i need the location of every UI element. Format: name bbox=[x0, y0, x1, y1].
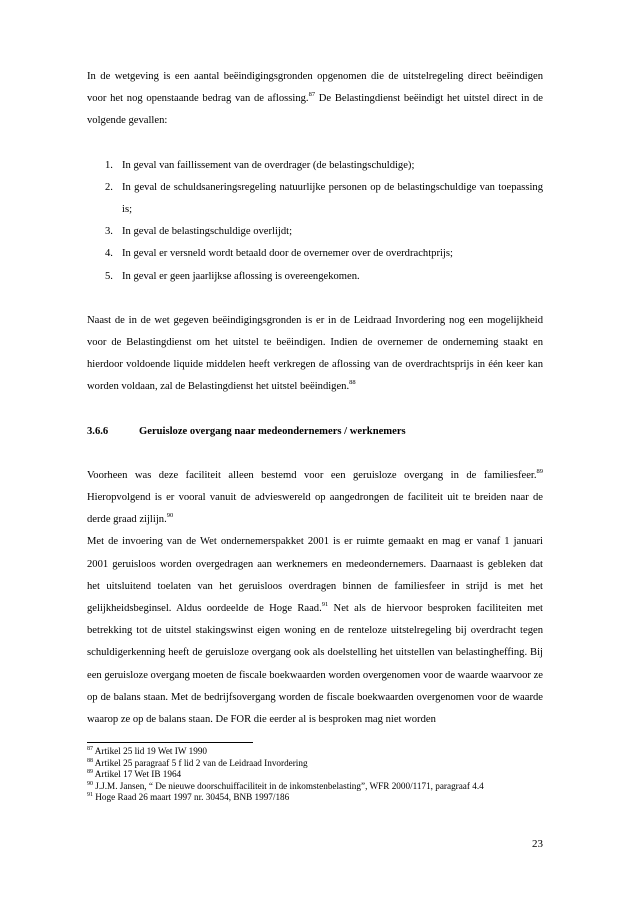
list-text: In geval er geen jaarlijkse aflossing is overeengekomen. bbox=[122, 270, 360, 282]
page-number: 23 bbox=[532, 838, 543, 850]
list-number: 4. bbox=[105, 248, 113, 260]
section-heading bbox=[87, 421, 543, 443]
ondernemerspakket-text-a: Met de invoering van de Wet ondernemerspakket 2001 is er ruimte gemaakt en mag er vanaf 1 januari 2001 geruisloos worden overgedragen aan werknemers en medeondernemers. Daarnaast is gebleken dat het uitsluitend toelaten van het geruisloos overdragen binnen de familiesfeer in strijd is met het gelijkheidsbeginsel. Aldus oordeelde de Hoge Raad. bbox=[87, 536, 543, 615]
leidraad-paragraph bbox=[87, 310, 543, 399]
section-title: Geruisloze overgang naar medeondernemers / werknemers bbox=[139, 425, 406, 437]
list-text: In geval er versneld wordt betaald door de overnemer over de overdrachtprijs; bbox=[122, 248, 453, 260]
list-item bbox=[87, 177, 543, 221]
list-text: In geval van faillissement van de overdrager (de belastingschuldige); bbox=[122, 159, 415, 171]
list-number: 5. bbox=[105, 270, 113, 282]
footnote-number: 90 bbox=[87, 780, 93, 787]
footnote-text: Artikel 25 paragraaf 5 f lid 2 van de Leidraad Invordering bbox=[93, 757, 308, 768]
footnote-number: 87 bbox=[87, 746, 93, 752]
section-number: 3.6.6 bbox=[87, 425, 109, 437]
ondernemerspakket-paragraph bbox=[87, 531, 543, 731]
list-number: 1. bbox=[105, 159, 113, 171]
list-text: In geval de belastingschuldige overlijdt; bbox=[122, 226, 293, 238]
footnote bbox=[87, 758, 543, 770]
ondernemerspakket-text-b: Net als de hiervoor besproken faciliteiten met betrekking tot de uitstel stakingswinst eigen woning en de renteloze uitstelregeling bij overdracht tegen schuldigerkenning heeft de geruisloze overgang ook als doelstelling het uitstellen van belastingheffing. Bij een geruisloze overgang moeten de fiscale boekwaarden worden overgenomen voor de waarde waarvoor ze op de balans staan. Met de bedrijfsovergang worden de fiscale boekwaarden overgenomen voor de waarde waarop ze op de balans staan. De FOR die eerder al is besproken mag niet worden bbox=[87, 603, 543, 726]
footnote-text: Hoge Raad 26 maart 1997 nr. 30454, BNB 1997/186 bbox=[93, 792, 290, 803]
footnote bbox=[87, 746, 543, 758]
footnote-text: Artikel 17 Wet IB 1964 bbox=[93, 769, 182, 780]
footnotes bbox=[87, 746, 543, 804]
intro-paragraph bbox=[87, 66, 543, 133]
footnote-ref-91[interactable]: 91 bbox=[321, 601, 329, 609]
footnote-number: 91 bbox=[87, 792, 93, 799]
history-paragraph bbox=[87, 465, 543, 532]
page-body bbox=[87, 66, 543, 731]
footnote-divider bbox=[87, 742, 253, 743]
footnote bbox=[87, 781, 543, 793]
footnote-ref-90[interactable]: 90 bbox=[166, 512, 174, 520]
termination-grounds-list bbox=[87, 155, 543, 288]
footnote-ref-88[interactable]: 88 bbox=[349, 379, 356, 387]
list-number: 3. bbox=[105, 226, 113, 238]
footnote bbox=[87, 792, 543, 804]
footnote-ref-89[interactable]: 89 bbox=[536, 467, 543, 475]
history-text-b: Hieropvolgend is er vooral vanuit de advieswereld op aangedrongen de faciliteit uit te breiden naar de derde graad zijlijn. bbox=[87, 492, 543, 526]
list-item bbox=[87, 221, 543, 243]
leidraad-text: Naast de in de wet gegeven beëindigingsgronden is er in de Leidraad Invordering nog een mogelijkheid voor de Belastingdienst om het uitstel te beëindigen. Indien de overnemer de onderneming staakt en hierdoor voldoende liquide middelen heeft verkregen de aflossing van de overdrachtsprijs in één keer kan worden voldaan, zal de Belastingdienst het uitstel beëindigen. bbox=[87, 314, 543, 393]
list-item bbox=[87, 266, 543, 288]
list-text: In geval de schuldsaneringsregeling natuurlijke personen op de belastingschuldige van toepassing is; bbox=[122, 181, 543, 216]
intro-text-b: De Belastingdienst beëindigt het uitstel direct in de volgende gevallen: bbox=[87, 93, 543, 127]
list-item bbox=[87, 155, 543, 177]
list-number: 2. bbox=[105, 181, 113, 193]
footnote-text: Artikel 25 lid 19 Wet IW 1990 bbox=[93, 746, 208, 756]
footnote-text: J.J.M. Jansen, “ De nieuwe doorschuiffaciliteit in de inkomstenbelasting”, WFR 2000/1171, paragraaf 4.4 bbox=[93, 780, 484, 791]
footnote-ref-87[interactable]: 87 bbox=[308, 91, 316, 99]
intro-text-a: In de wetgeving is een aantal beëindigingsgronden opgenomen die de uitstelregeling direct beëindigen voor het nog openstaande bedrag van de aflossing. bbox=[87, 71, 543, 105]
footnote-number: 89 bbox=[87, 769, 93, 776]
footnote-number: 88 bbox=[87, 757, 93, 764]
footnote bbox=[87, 769, 543, 781]
history-text-a: Voorheen was deze faciliteit alleen bestemd voor een geruisloze overgang in de familiesfeer. bbox=[87, 469, 537, 481]
list-item bbox=[87, 243, 543, 265]
